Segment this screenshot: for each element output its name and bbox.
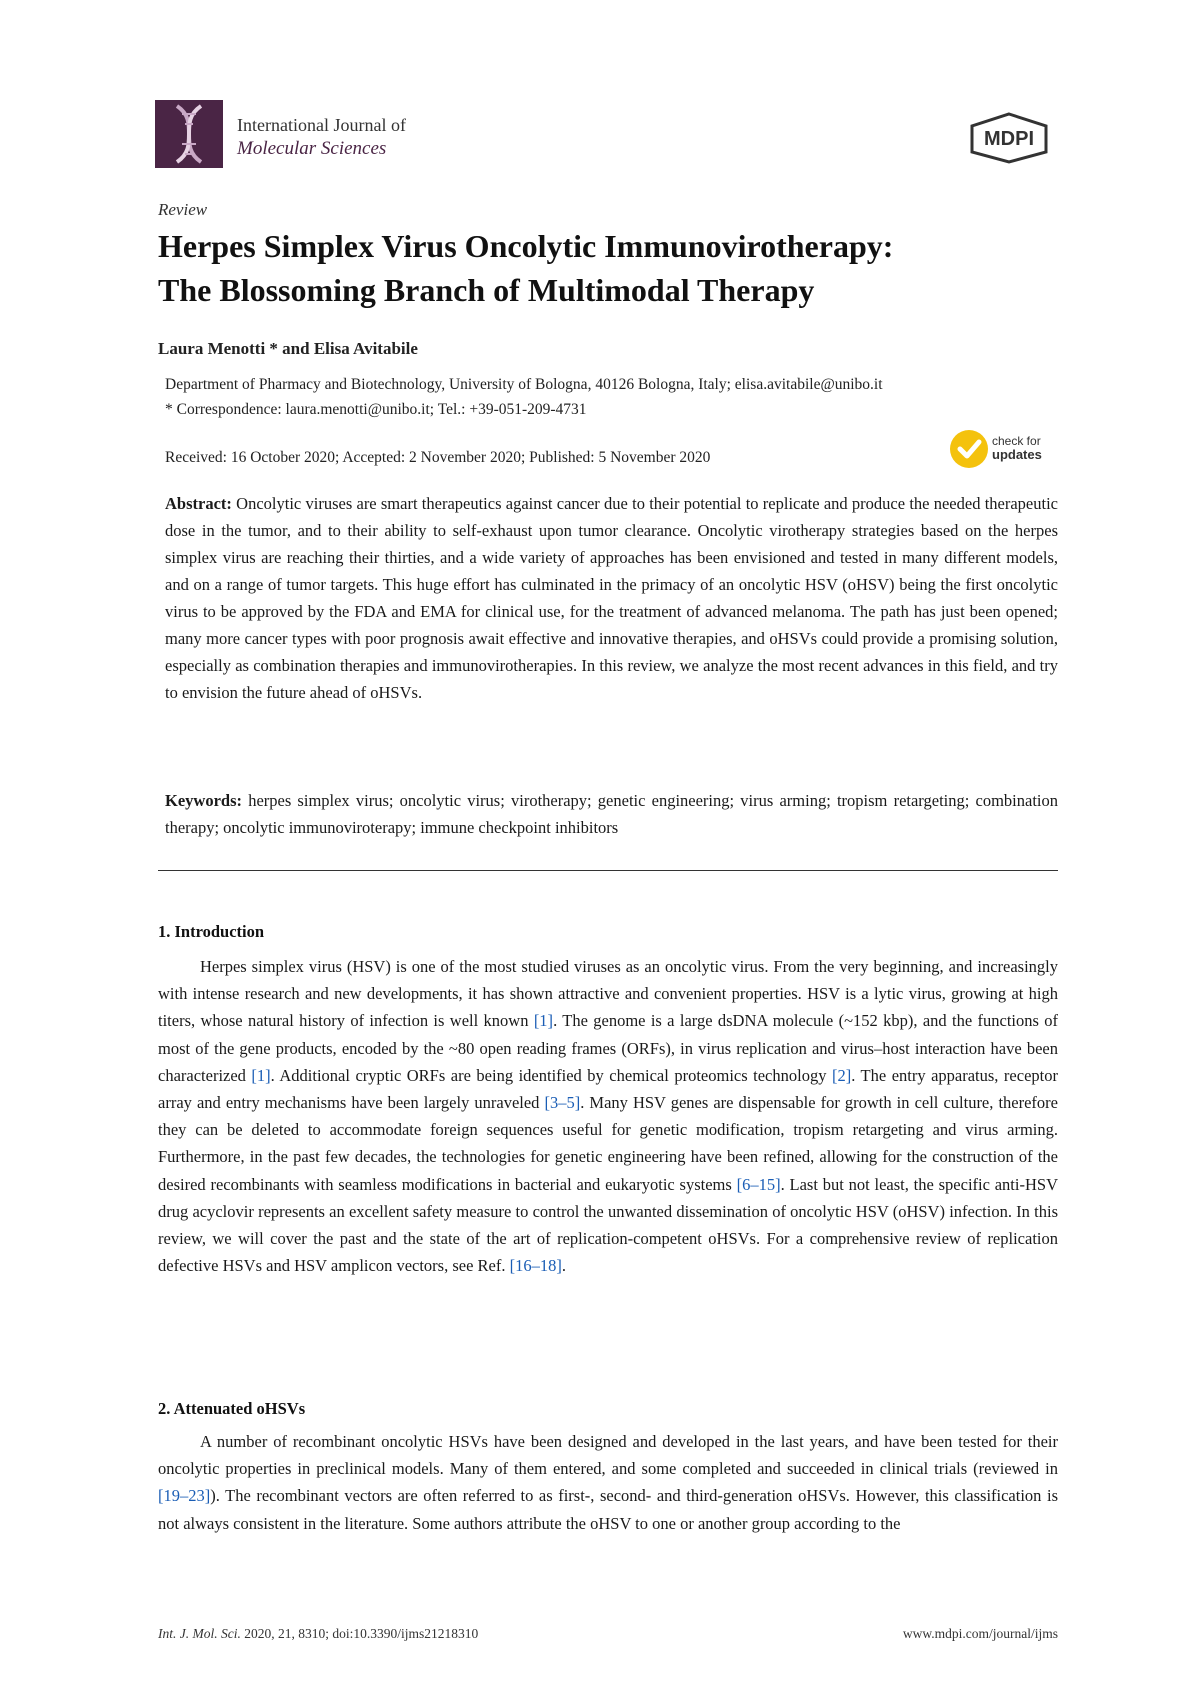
mdpi-hexagon-icon <box>968 112 1050 164</box>
article-title <box>158 224 1058 312</box>
article-type: Review <box>158 200 208 219</box>
text-run: Herpes simplex virus (HSV) is one of the most studied viruses as an oncolytic virus. From the very beginning, and increasingly with intense research and new developments, it has shown attractive and convenient properties. HSV is a lytic virus, growing at high titers, whose natural history of infection is well known <box>158 957 1058 1031</box>
section-heading-introduction: 1. Introduction <box>158 922 265 941</box>
dna-icon <box>155 100 223 168</box>
attenuated-ohsvs-paragraph <box>158 1428 1058 1537</box>
section-heading-attenuated-ohsvs: 2. Attenuated oHSVs <box>158 1399 306 1418</box>
authors: Laura Menotti * and Elisa Avitabile <box>158 339 418 358</box>
check-updates-line1: check for <box>992 434 1041 448</box>
check-updates-text <box>992 434 1042 462</box>
text-run: . Last but not least, the specific anti-HSV drug acyclovir represents an excellent safety measure to control the unwanted dissemination of oncolytic HSV (oHSV) infection. In this review, we will cover the past and the state of the art of replication-competent oHSVs. For a comprehensive review of replication defective HSVs and HSV amplicon vectors, see Ref. <box>158 1174 1058 1276</box>
journal-name <box>237 113 406 161</box>
keywords <box>165 787 1058 841</box>
publication-dates: Received: 16 October 2020; Accepted: 2 November 2020; Published: 5 November 2020 <box>165 449 711 466</box>
citation-link[interactable]: [3–5] <box>544 1093 581 1113</box>
text-run: . The entry apparatus, receptor array and entry mechanisms have been largely unraveled <box>158 1065 1058 1113</box>
journal-name-line2: Molecular Sciences <box>237 138 387 159</box>
citation-link[interactable]: [6–15] <box>736 1174 781 1194</box>
footer-journal-abbrev: Int. J. Mol. Sci. <box>158 1626 241 1641</box>
abstract-text: Oncolytic viruses are smart therapeutics against cancer due to their potential to replicate and produce the needed therapeutic dose in the tumor, and to their ability to self-exhaust upon tumor clearance. Oncolytic virotherapy strategies based on the herpes simplex virus are reaching their thirties, and a wide variety of approaches has been envisioned and tested in many different models, and on a range of tumor targets. This huge effort has culminated in the primacy of an oncolytic HSV (oHSV) being the first oncolytic virus to be approved by the FDA and EMA for clinical use, for the treatment of advanced melanoma. The path has just been opened; many more cancer types with poor prognosis await effective and innovative therapies, and oHSVs could provide a promising solution, especially as combination therapies and immunovirotherapies. In this review, we analyze the most recent advances in this field, and try to envision the future ahead of oHSVs. <box>165 494 1058 702</box>
citation-link[interactable]: [1] <box>533 1011 554 1031</box>
text-run: . Many HSV genes are dispensable for growth in cell culture, therefore they can be deleted to accommodate foreign sequences useful for genetic modification, tropism retargeting and virus arming. Furthermore, in the past few decades, the technologies for genetic engineering have been refined, allowing for the construction of the desired recombinants with seamless modifications in bacterial and eukaryotic systems <box>158 1093 1058 1194</box>
text-run: . <box>561 1256 566 1276</box>
affiliation-block <box>165 372 883 422</box>
text-run: A number of recombinant oncolytic HSVs have been designed and developed in the last years, and have been tested for their oncolytic properties in preclinical models. Many of them entered, and some completed and succeeded in clinical trials (reviewed in <box>158 1432 1058 1479</box>
text-run: ). The recombinant vectors are often referred to as first-, second- and third-generation oHSVs. However, this classification is not always consistent in the literature. Some authors attribute the oHSV to one or another group according to the <box>158 1486 1058 1533</box>
check-updates-badge <box>950 430 988 468</box>
mdpi-logo[interactable] <box>968 112 1050 164</box>
text-run: . Additional cryptic ORFs are being identified by chemical proteomics technology <box>270 1065 832 1085</box>
affiliation: Department of Pharmacy and Biotechnology, University of Bologna, 40126 Bologna, Italy; elisa.avitabile@unibo.it <box>165 376 883 393</box>
keywords-label: Keywords: <box>165 791 242 810</box>
correspondence: * Correspondence: laura.menotti@unibo.it; Tel.: +39-051-209-4731 <box>165 401 587 418</box>
footer-citation <box>158 1626 478 1642</box>
divider <box>158 870 1058 871</box>
article-title-line1: Herpes Simplex Virus Oncolytic Immunovirotherapy: <box>158 228 894 264</box>
footer-url[interactable]: www.mdpi.com/journal/ijms <box>902 1626 1058 1641</box>
check-updates-line2: updates <box>992 447 1042 462</box>
checkmark-icon <box>950 430 988 468</box>
article-title-line2: The Blossoming Branch of Multimodal Therapy <box>158 272 815 308</box>
citation-link[interactable]: [19–23] <box>158 1486 211 1506</box>
citation-link[interactable]: [16–18] <box>509 1256 562 1276</box>
footer-citation-text: 2020, 21, 8310; doi:10.3390/ijms21218310 <box>240 1626 479 1641</box>
abstract-label: Abstract: <box>165 494 232 513</box>
citation-link[interactable]: [2] <box>831 1065 852 1085</box>
svg-text:MDPI: MDPI <box>984 128 1034 150</box>
introduction-paragraph <box>158 953 1058 1279</box>
journal-name-line1: International Journal of <box>237 115 406 135</box>
keywords-text: herpes simplex virus; oncolytic virus; virotherapy; genetic engineering; virus arming; tropism retargeting; combination therapy; oncolytic immunoviroterapy; immune checkpoint inhibitors <box>165 791 1058 837</box>
check-for-updates-button[interactable] <box>950 430 1058 470</box>
citation-link[interactable]: [1] <box>251 1065 271 1085</box>
journal-logo <box>155 100 223 168</box>
text-run: . The genome is a large dsDNA molecule (~152 kbp), and the functions of most of the gene products, encoded by the ~80 open reading frames (ORFs), in virus replication and virus–host interaction have been characterized <box>158 1011 1059 1085</box>
abstract <box>165 490 1058 706</box>
